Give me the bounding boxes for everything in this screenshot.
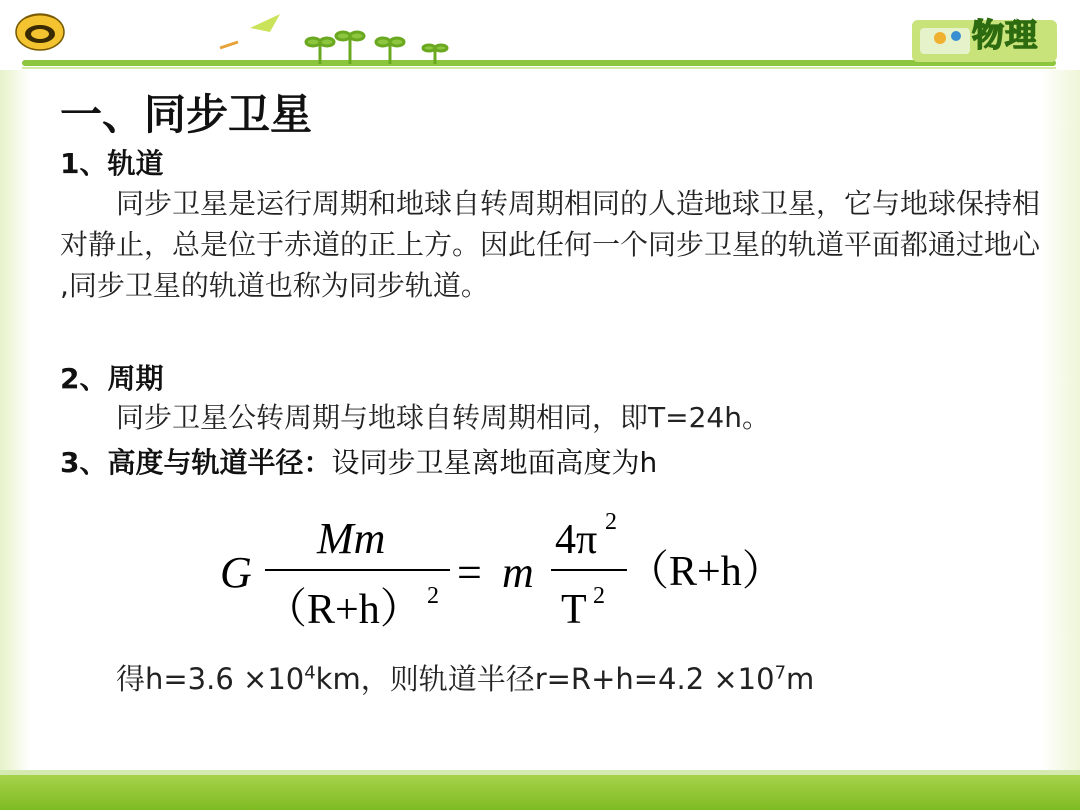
formula-denominator-right-exp: 2 <box>593 583 605 609</box>
result-exp-2: 7 <box>774 662 787 684</box>
school-logo-icon <box>14 8 66 52</box>
result-line <box>116 657 814 698</box>
subject-badge-label: 物理 <box>972 16 1039 54</box>
header-divider-shadow <box>22 67 1056 69</box>
formula-numerator-right-exp: 2 <box>605 509 617 535</box>
header-divider-line <box>22 60 1056 66</box>
formula-denominator-left: （R+h） <box>265 587 422 633</box>
formula-denominator-right: T <box>561 587 587 633</box>
formula-m: m <box>502 548 534 597</box>
formula-denominator-left-exp: 2 <box>427 583 439 609</box>
formula-equals: = <box>457 548 482 597</box>
section-1-body: 同步卫星是运行周期和地球自转周期相同的人造地球卫星，它与地球保持相对静止，总是位于赤道的正上方。因此任何一个同步卫星的轨道平面都通过地心 ,同步卫星的轨道也称为同步轨道。 <box>60 187 1041 302</box>
gravity-formula <box>215 505 815 635</box>
section-2-heading: 2、周期 <box>60 362 164 395</box>
section-3-inline-text: 设同步卫星离地面高度为h <box>331 446 658 479</box>
sprouts-decoration-icon <box>200 8 460 64</box>
section-1-heading: 1、轨道 <box>60 147 164 180</box>
result-suffix: m <box>786 662 815 696</box>
result-middle: km，则轨道半径r=R+h=4.2 ×10 <box>315 662 775 696</box>
formula-mm-numerator: Mm <box>317 514 386 563</box>
formula-G: G <box>220 548 252 597</box>
result-prefix: 得h=3.6 ×10 <box>116 662 305 696</box>
footer-bar <box>0 775 1080 810</box>
section-3-heading: 3、高度与轨道半径： <box>60 446 332 479</box>
result-exp-1: 4 <box>304 662 316 684</box>
section-3-heading-line <box>60 441 657 481</box>
left-decor-gradient <box>0 70 30 770</box>
slide-title: 一、同步卫星 <box>60 90 313 139</box>
formula-numerator-right: 4π <box>555 517 598 563</box>
section-2-body: 同步卫星公转周期与地球自转周期相同，即T=24h。 <box>116 401 770 434</box>
formula-tail: （R+h） <box>627 549 784 595</box>
